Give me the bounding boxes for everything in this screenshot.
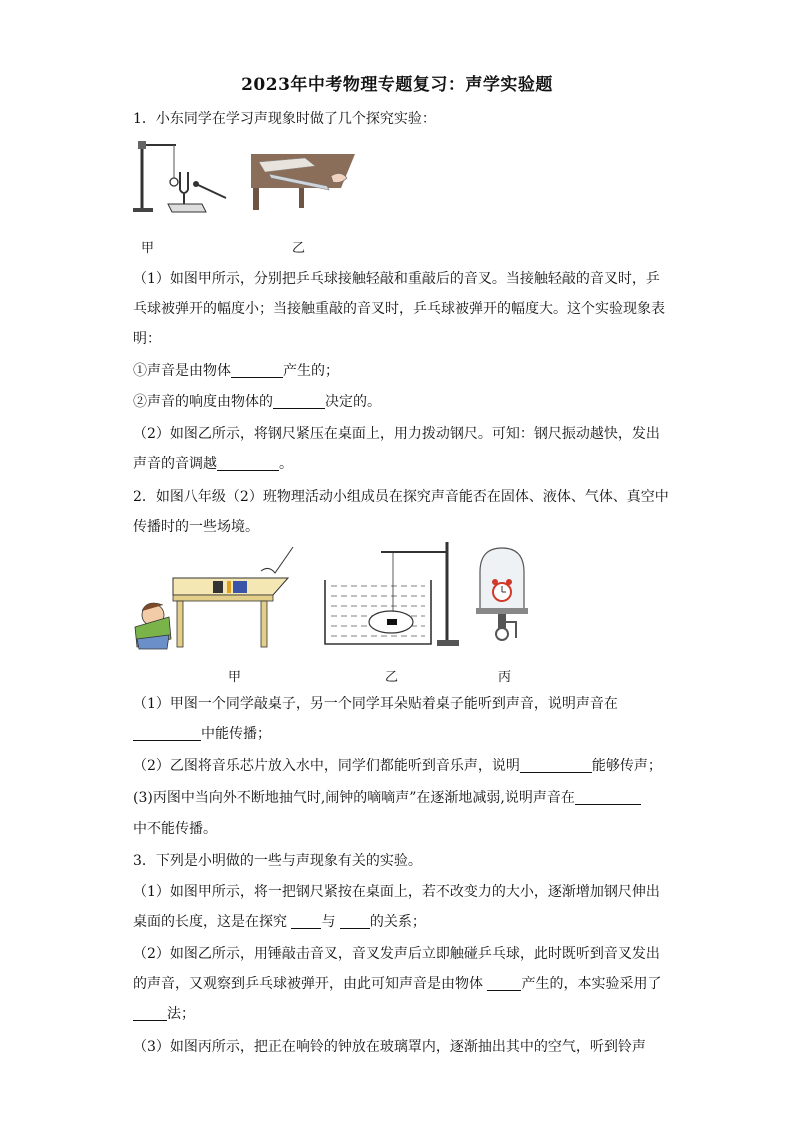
- q1-part1-line2: 乓球被弹开的幅度小；当接触重敲的音叉时，乒乓球被弹开的幅度大。这个实验现象表: [133, 301, 665, 317]
- answer-blank[interactable]: [273, 394, 325, 409]
- answer-blank[interactable]: [340, 914, 370, 929]
- q1-part1-line3: 明：: [133, 331, 161, 347]
- q2-part1-post: 中能传播；: [201, 726, 271, 742]
- answer-blank[interactable]: [231, 363, 283, 378]
- q3-part2-pre: 的声音，又观察到乒乓球被弹开，由此可知声音是由物体: [133, 976, 483, 992]
- q1-part2-line1: （2）如图乙所示，将钢尺紧压在桌面上，用力拨动钢尺。可知：钢尺振动越快，发出: [133, 426, 660, 442]
- q2-figure-ear-on-table: [133, 543, 298, 651]
- q1-part2-line2: [133, 453, 293, 473]
- q2-caption-b: 乙: [385, 670, 399, 685]
- answer-blank[interactable]: [217, 456, 279, 471]
- q3-part1-line2: [133, 911, 426, 931]
- q3-part2-post: 产生的，本实验采用了: [521, 976, 662, 992]
- q3-part1-mid: 与: [321, 914, 336, 930]
- q2-part2-post: 能够传声；: [591, 758, 662, 774]
- answer-blank[interactable]: [291, 914, 321, 929]
- q2-part3-line1: [133, 787, 641, 807]
- q2-part2-pre: （2）乙图将音乐芯片放入水中，同学们都能听到音乐声，说明: [133, 758, 520, 774]
- q1-caption-b: 乙: [292, 241, 306, 256]
- q1-statement-2: [133, 391, 381, 411]
- q1-statement-2-pre: ②声音的响度由物体的: [133, 394, 273, 410]
- q1-part2-pre: 声音的音调越: [133, 456, 217, 472]
- q1-statement-2-post: 决定的。: [325, 394, 381, 410]
- q2-stem-line1: 2．如图八年级（2）班物理活动小组成员在探究声音能否在固体、液体、气体、真空中: [133, 489, 669, 505]
- q2-part1-line1: （1）甲图一个同学敲桌子，另一个同学耳朵贴着桌子能听到声音，说明声音在: [133, 696, 618, 712]
- q2-caption-a: 甲: [228, 670, 242, 685]
- q3-part2-line1: （2）如图乙所示，用锤敲击音叉，音叉发声后立即触碰乒乓球，此时既听到音叉发出: [133, 946, 660, 962]
- q3-part1-line1: （1）如图甲所示，将一把钢尺紧按在桌面上，若不改变力的大小，逐渐增加钢尺伸出: [133, 884, 660, 900]
- q2-figure-bell-jar: [476, 546, 528, 644]
- q3-part1-pre: 桌面的长度，这是在探究: [133, 914, 287, 930]
- q3-stem: 3．下列是小明做的一些与声现象有关的实验。: [133, 853, 422, 869]
- q3-part2-line3: [133, 1003, 195, 1023]
- q2-stem-line2: 传播时的一些场境。: [133, 519, 259, 535]
- q1-stem: 1．小东同学在学习声现象时做了几个探究实验：: [133, 111, 436, 127]
- q1-statement-1-post: 产生的；: [283, 363, 339, 379]
- q2-part3-line2: 中不能传播。: [133, 821, 217, 837]
- q1-figure-ruler-on-table: [245, 150, 360, 212]
- page-title: 2023年中考物理专题复习：声学实验题: [241, 75, 553, 95]
- q1-statement-1: [133, 360, 339, 380]
- q1-caption-a: 甲: [141, 241, 155, 256]
- answer-blank[interactable]: [520, 758, 592, 773]
- answer-blank[interactable]: [133, 726, 201, 741]
- answer-blank[interactable]: [133, 1006, 167, 1021]
- q3-part3-line1: （3）如图丙所示，把正在响铃的钟放在玻璃罩内，逐渐抽出其中的空气，听到铃声: [133, 1039, 646, 1055]
- answer-blank[interactable]: [575, 790, 641, 805]
- q2-part3-pre: (3)丙图中当向外不断地抽气时,闹钟的嘀嘀声”在逐渐地减弱,说明声音在: [133, 790, 575, 806]
- q2-part2: [133, 755, 662, 775]
- q1-figure-tuning-fork: [130, 138, 235, 218]
- q2-caption-c: 丙: [498, 670, 512, 685]
- q3-part2-line3-post: 法；: [167, 1006, 195, 1022]
- q1-statement-1-pre: ①声音是由物体: [133, 363, 231, 379]
- q3-part1-post: 的关系；: [369, 914, 426, 930]
- q1-part1-line1: （1）如图甲所示，分别把乒乓球接触轻敲和重敲后的音叉。当接触轻敲的音叉时，乒: [133, 271, 660, 287]
- q2-part1-line2: [133, 723, 271, 743]
- answer-blank[interactable]: [487, 976, 521, 991]
- q1-part2-post: 。: [279, 456, 293, 472]
- q3-part2-line2: [133, 973, 661, 993]
- q2-figure-water-tank: [323, 540, 463, 650]
